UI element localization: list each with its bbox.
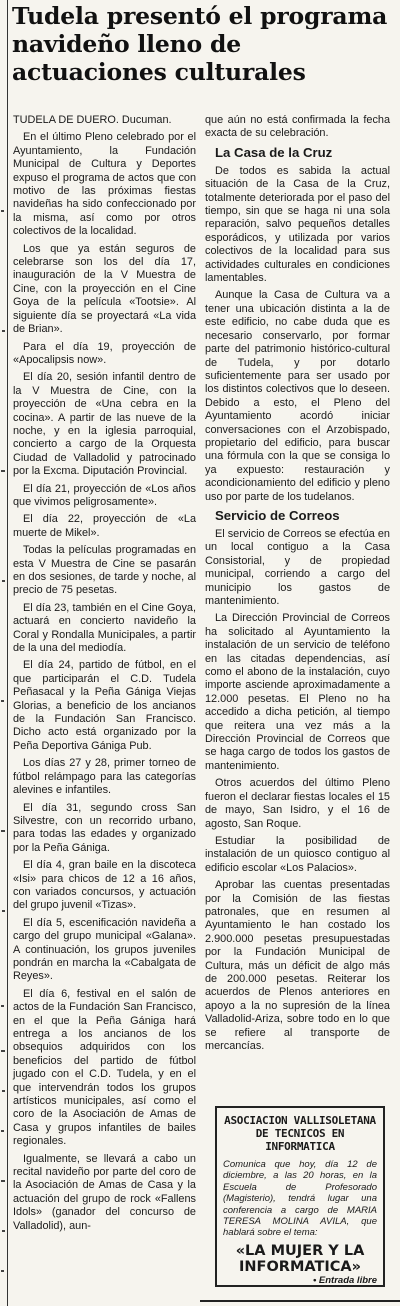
- body-paragraph: El día 6, festival en el salón de actos de la Fundación San Francisco, en el que la Peña Gániga hará entrega a los ancianos de los obsequios adquiridos con los beneficios del partido de fútbol jugado con el C.D. Tudela, y en el que intervendrán todos los grupos artísticos municipales, así como el coro de la Asociación de Amas de Casa y grupos infantiles de bailes regionales.: [13, 987, 196, 1148]
- body-paragraph: El día 31, segundo cross San Silvestre, con un recorrido urbano, para todas las edades y organizado por la Peña Gániga.: [13, 801, 196, 854]
- body-paragraph: Todas la películas programadas en esta V Muestra de Cine se pasarán en dos sesiones, de tarde y noche, al precio de 75 pesetas.: [13, 544, 196, 597]
- free-entry-note: • Entrada libre: [312, 1274, 377, 1286]
- body-paragraph: De todos es sabida la actual situación de la Casa de la Cruz, totalmente deteriorada por el paso del tiempo, sin que se haga ni una sola reparación, salvo pequeños detalles esporádicos, y utilizada por varios colectivos de la localidad para sus actividades culturales en condiciones lamentables.: [205, 164, 390, 285]
- previous-column-edge: [0, 0, 7, 1306]
- body-paragraph: Los días 27 y 28, primer torneo de fútbol relámpago para las categorías alevines e infantiles.: [13, 757, 196, 797]
- continued-paragraph: que aún no está confirmada la fecha exacta de su celebración.: [205, 114, 390, 140]
- bottom-rule: [200, 1300, 400, 1302]
- body-paragraph: El día 20, sesión infantil dentro de la V Muestra de Cine, con la proyección de «Una cebra en la cocina». A partir de las nueve de la noche, y en la iglesia parroquial, concierto a cargo de la Orquesta Ciudad de Valladolid y patrocinado por la Excma. Diputación Provincial.: [13, 371, 196, 478]
- body-paragraph: Los que ya están seguros de celebrarse son los del día 17, inauguración de la V Muestra de Cine, con la proyección en el Cine Goya de la película «Tootsie». Al siguiente día se proyectará «La vida de Brian».: [13, 242, 196, 336]
- body-paragraph: El día 5, escenificación navideña a cargo del grupo municipal «Galana». A continuación, los grupos juveniles pondrán en marcha la «Cabalgata de Reyes».: [13, 916, 196, 983]
- section-heading-casa-de-la-cruz: La Casa de la Cruz: [215, 144, 333, 160]
- announcement-title: ASOCIACION VALLISOLETANA DE TECNICOS EN INFORMATICA: [224, 1114, 376, 1153]
- article-column-left: [13, 114, 196, 1237]
- body-paragraph: Igualmente, se llevará a cabo un recital navideño por parte del coro de la Asociación de Amas de Casa y la actuación del grupo de rock «Fallens Idols» (ganador del concurso de Valladolid), aun-: [13, 1152, 196, 1232]
- body-paragraph: Otros acuerdos del último Pleno fueron el declarar fiestas locales el 15 de mayo, San Isidro, y el 16 de agosto, San Roque.: [205, 777, 390, 830]
- association-announcement-box: [215, 1106, 385, 1287]
- body-paragraph: El servicio de Correos se efectúa en un local contiguo a la Casa Consistorial, y de propiedad municipal, corriendo a cargo del municipio los gastos de mantenimiento.: [205, 527, 390, 607]
- body-paragraph: El día 22, proyección de «La muerte de Mikel».: [13, 513, 196, 539]
- column-rule: [7, 0, 8, 1306]
- body-paragraph: El día 21, proyección de «Los años que vivimos peligrosamente».: [13, 482, 196, 508]
- announcement-body: Comunica que hoy, día 12 de diciembre, a las 20 horas, en la Escuela de Profesorado (Magisterio), tendrá lugar una conferencia a cargo de MARIA TERESA MOLINA AVILA, que hablará sobre el tema:: [223, 1159, 377, 1239]
- body-paragraph: En el último Pleno celebrado por el Ayuntamiento, la Fundación Municipal de Cultura y Deportes expuso el programa de actos que con motivo de las próximas fiestas navideñas ha sido confeccionado por la misma, así como por otros colectivos de la localidad.: [13, 131, 196, 238]
- body-paragraph: El día 4, gran baile en la discoteca «Isi» para chicos de 12 a 16 años, con variados concursos, y actuación del grupo juvenil «Tizas».: [13, 859, 196, 912]
- body-paragraph: Aunque la Casa de Cultura va a tener una ubicación distinta a la de este edificio, no cabe duda que es necesario conservarlo, por formar parte del patrimonio histórico-cultural de Tudela, y por dotarlo suficientemente para ser usado por los distintos colectivos que lo deseen. Debido a esto, el Pleno del Ayuntamiento acordó iniciar conversaciones con el Arzobispado, propietario del edificio, para buscar una fórmula con la que se consiga lo ya expuesto: restauración y acondicionamiento del edificio y pleno uso por parte de los tudelanos.: [205, 289, 390, 503]
- article-headline: Tudela presentó el programa navideño lleno de actuaciones culturales: [12, 2, 388, 86]
- dateline-paragraph: TUDELA DE DUERO. Ducuman.: [13, 114, 172, 126]
- section-heading-servicio-de-correos: Servicio de Correos: [215, 507, 340, 523]
- article-column-right: [205, 114, 390, 1057]
- body-paragraph: Para el día 19, proyección de «Apocalipsis now».: [13, 340, 196, 366]
- body-paragraph: Aprobar las cuentas presentadas por la Comisión de las fiestas patronales, que en resumen al Ayuntamiento le han costado los 2.900.000 pesetas presupuestadas por la Fundación Municipal de Cultura, más un déficit de algo más de 200.000 pesetas. Reiterar los acuerdos de Plenos anteriores en apoyo a la no supresión de la línea Valladolid-Ariza, sobre todo en lo que se refiere al transporte de mercancías.: [205, 879, 390, 1052]
- body-paragraph: Estudiar la posibilidad de instalación de un quiosco contiguo al edificio escolar «Los Palacios».: [205, 834, 390, 874]
- conference-title: «LA MUJER Y LA INFORMATICA»: [235, 1242, 365, 1275]
- body-paragraph: El día 24, partido de fútbol, en el que participarán el C.D. Tudela Peñasacal y la Peña Gániga Viejas Glorias, a beneficio de los ancianos de la Fundación San Francisco. Dicho acto está organizado por la Peña Deportiva Gániga Pub.: [13, 659, 196, 752]
- body-paragraph: La Dirección Provincial de Correos ha solicitado al Ayuntamiento la instalación de un servicio de teléfono en las citadas dependencias, así como el abono de la instalación, cuyo importe asciende aproximadamente a 12.000 pesetas. El Pleno no ha accedido a dicha petición, al tiempo que reitera una vez más a la Dirección Provincial de Correos que se haga cargo de todos los gastos de mantenimiento.: [205, 612, 390, 772]
- body-paragraph: El día 23, también en el Cine Goya, actuará en concierto navideño la Coral y Rondalla Municipales, a partir de la una del mediodía.: [13, 601, 196, 655]
